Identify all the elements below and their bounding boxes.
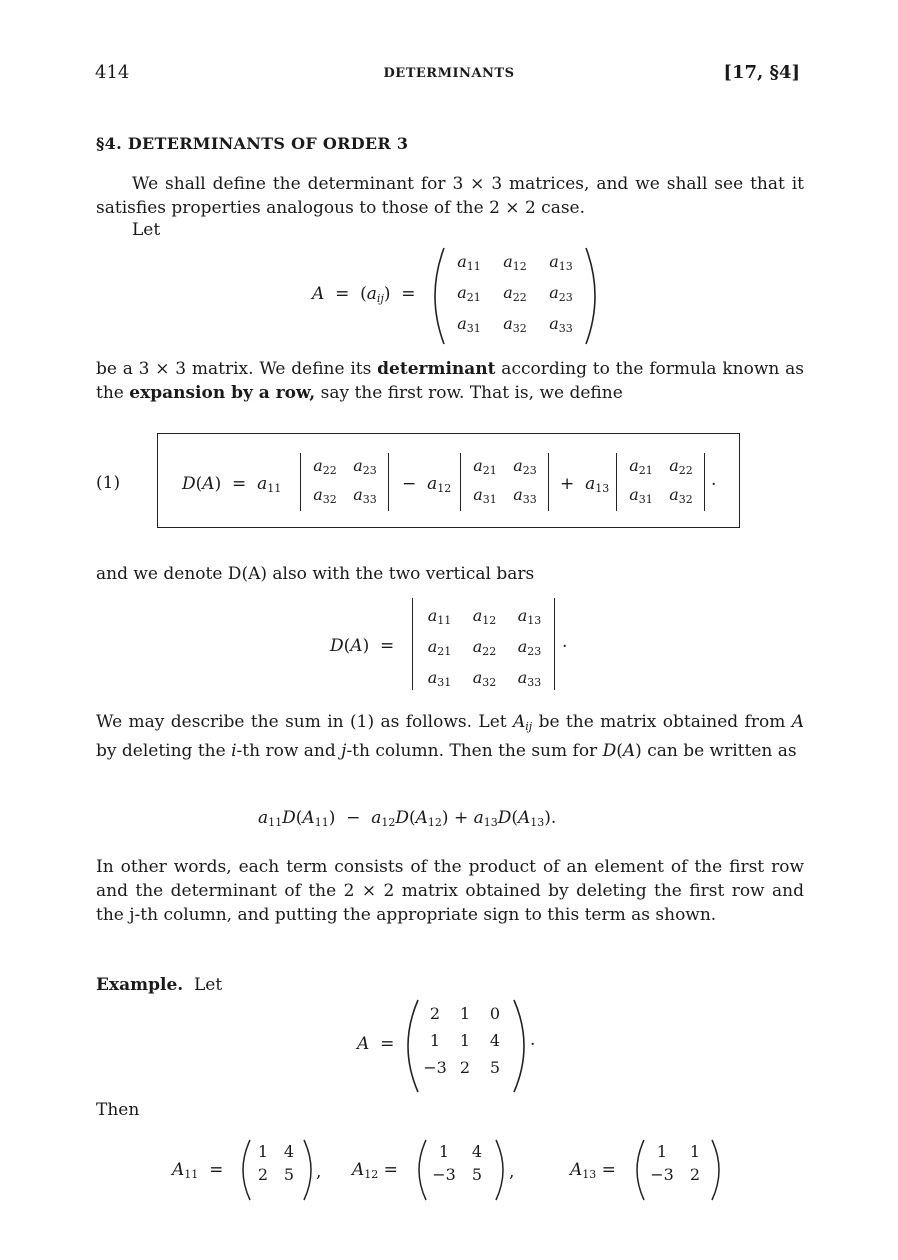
- minor2: $a_{21}$ $a_{23}$ $a_{31}$ $a_{33}$: [473, 456, 537, 506]
- a11-matrix: 1 4 2 5: [257, 1142, 295, 1184]
- det-bar: [388, 453, 389, 511]
- right-paren: [710, 1138, 724, 1202]
- det-entries: $a_{11}$ $a_{12}$ $a_{13}$ $a_{21}$ $a_{22}$ $a_{23}$ $a_{31}$ $a_{32}$ $a_{33}$: [427, 606, 542, 689]
- det-bar: [300, 453, 301, 511]
- matrix-entry: $a_{31}$: [457, 314, 481, 335]
- minus-a12: − $a_{12}$: [402, 474, 452, 495]
- left-paren: [430, 246, 446, 346]
- let-text: Let: [132, 220, 161, 240]
- example-matrix: 2 1 0 1 1 4 −3 2 5: [423, 1004, 501, 1077]
- a12-lhs: $A_{12}$ =: [352, 1160, 398, 1181]
- matrix-a-lhs: $A = (a_{ij})$ =: [312, 284, 416, 305]
- period: .: [530, 1030, 536, 1050]
- det-bar: [554, 598, 555, 690]
- a11-lhs: $A_{11}$ =: [172, 1160, 224, 1181]
- formula-label: (1): [96, 473, 121, 493]
- matrix-entry: $a_{22}$: [503, 283, 527, 304]
- formula-lhs: $D(A) = a_{11}$: [182, 474, 282, 495]
- minor3: $a_{21}$ $a_{22}$ $a_{31}$ $a_{32}$: [629, 456, 693, 506]
- explanation-paragraph: In other words, each term consists of the product of an element of the first row and the determinant of the 2 × 2 matrix obtained by deleting the first row and the j-th column, and putting the appropriate sign to this term as shown.: [96, 857, 804, 925]
- det-bar: [548, 453, 549, 511]
- comma: ,: [316, 1162, 322, 1182]
- page-number: 414: [95, 62, 130, 83]
- chapter-reference: [17, §4]: [723, 62, 800, 83]
- minor1: $a_{22}$ $a_{23}$ $a_{32}$ $a_{33}$: [313, 456, 377, 506]
- matrix-entry: $a_{21}$: [457, 283, 481, 304]
- matrix-entry: $a_{11}$: [457, 252, 481, 273]
- det-bar: [412, 598, 413, 690]
- intro-paragraph: We shall define the determinant for 3 × 3 matrices, and we shall see that it satisfies properties analogous to those of the 2 × 2 case.: [96, 174, 804, 218]
- det-bar: [460, 453, 461, 511]
- a12-matrix: 1 4 −3 5: [432, 1142, 483, 1184]
- period: .: [711, 470, 717, 490]
- right-paren: [302, 1138, 316, 1202]
- denote-text: and we denote D(A) also with the two vertical bars: [96, 564, 535, 584]
- left-paren: [402, 998, 420, 1094]
- comma: ,: [509, 1162, 515, 1182]
- then-text: Then: [96, 1100, 140, 1120]
- a13-matrix: 1 1 −3 2: [650, 1142, 701, 1184]
- det-lhs: D(A) =: [330, 636, 395, 656]
- section-title: §4. DETERMINANTS OF ORDER 3: [96, 134, 409, 153]
- matrix-entry: $a_{12}$: [503, 252, 527, 273]
- right-paren: [494, 1138, 508, 1202]
- det-bar: [704, 453, 705, 511]
- matrix-entry: $a_{32}$: [503, 314, 527, 335]
- running-title: DETERMINANTS: [383, 66, 515, 81]
- example-heading: Example. Let: [96, 975, 223, 995]
- example-lhs: A =: [357, 1034, 395, 1054]
- matrix-entry: $a_{33}$: [549, 314, 573, 335]
- det-bar: [616, 453, 617, 511]
- right-paren: [584, 246, 600, 346]
- sum-expression: $a_{11}D(A_{11}) - a_{12}D(A_{12}) + a_{13}D(A_{13})$.: [258, 808, 557, 829]
- describe-paragraph: We may describe the sum in (1) as follows. Let $A_{ij}$ be the matrix obtained from A by deleting the i-th row and j-th column. Then the sum for D(A) can be written as: [96, 712, 804, 761]
- matrix-entry: $a_{13}$: [549, 252, 573, 273]
- plus-a13: + $a_{13}$: [560, 474, 610, 495]
- period: .: [562, 632, 568, 652]
- matrix-a-entries: [446, 252, 584, 335]
- matrix-entry: $a_{23}$: [549, 283, 573, 304]
- definition-paragraph: be a 3 × 3 matrix. We define its determinant according to the formula known as the expansion by a row, say the first row. That is, we define: [96, 359, 804, 403]
- right-paren: [512, 998, 530, 1094]
- a13-lhs: $A_{13}$ =: [570, 1160, 616, 1181]
